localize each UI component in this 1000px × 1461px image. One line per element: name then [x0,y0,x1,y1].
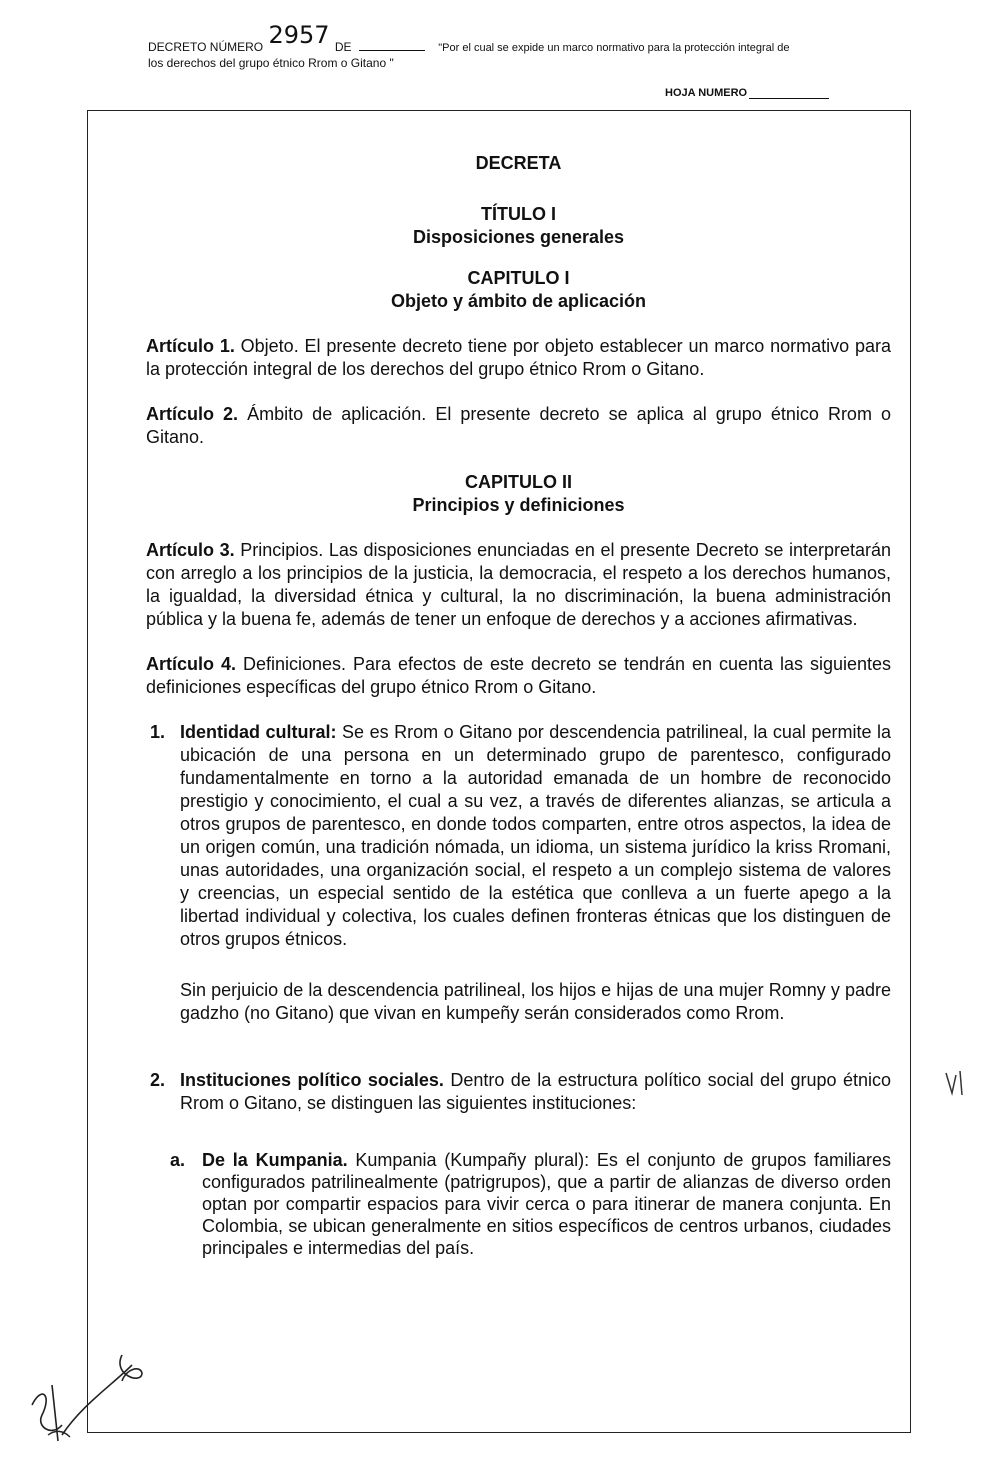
definition-item-2 [150,1069,891,1115]
titulo-name: Disposiciones generales [412,227,625,247]
article-4-label: Artículo 4. [146,654,236,674]
article-3 [146,539,891,631]
sub-item-a-paragraph [202,1149,891,1259]
de-label: DE [334,40,352,54]
item-2-paragraph [180,1069,891,1115]
decree-body [146,152,891,1259]
article-2 [146,403,891,449]
item-1-paragraph-2: Sin perjuicio de la descendencia patrilineal, los hijos e hijas de una mujer Romny y padre gadzho (no Gitano) que vivan en kumpeñy serán considerados como Rrom. [180,980,891,1023]
date-blank-line [359,50,425,51]
item-2-label: Instituciones político sociales. [180,1070,444,1090]
article-2-label: Artículo 2. [146,404,239,424]
decree-number: 2957 [268,21,330,49]
article-1-text: Objeto. El presente decreto tiene por objeto establecer un marco normativo para la protección integral de los derechos del grupo étnico Rrom o Gitano. [146,336,892,379]
item-2-number: 2. [150,1070,166,1090]
header-line-1 [148,21,908,56]
sub-item-a-letter: a. [170,1150,186,1170]
capitulo-2-name: Principios y definiciones [412,495,625,515]
page-number-field [665,87,829,99]
capitulo-1-name: Objeto y ámbito de aplicación [390,291,647,311]
article-4 [146,653,891,699]
article-4-text: Definiciones. Para efectos de este decreto se tendrán en cuenta las siguientes definiciones específicas del grupo étnico Rrom o Gitano. [146,654,891,697]
decreta-heading: DECRETA [475,153,562,173]
document-header [148,21,908,71]
decreto-label: DECRETO NÚMERO [148,40,264,54]
item-2-text: Dentro de la estructura político social del grupo étnico Rrom o Gitano, se distinguen las siguientes instituciones: [180,1070,891,1113]
article-3-text: Principios. Las disposiciones enunciadas en el presente Decreto se interpretarán con arreglo a los principios de la justicia, la democracia, el respeto a los derechos humanos, la igualdad, la diversidad étnica y cultural, la no discriminación, la buena administración pública y la buena fe, además de tener un enfoque de derechos y a acciones afirmativas. [146,540,892,629]
margin-tick-mark [940,1065,970,1105]
item-1-paragraph [180,721,891,951]
sub-item-a-label: De la Kumpania. [202,1150,348,1170]
hoja-label: HOJA NUMERO [665,87,748,99]
decree-subject-continued: los derechos del grupo étnico Rrom o Gitano " [148,56,394,70]
signature-initials [22,1345,162,1455]
capitulo-1-heading: CAPITULO I [467,268,570,288]
decree-subject: "Por el cual se expide un marco normativo para la protección integral de [438,42,790,54]
article-3-label: Artículo 3. [146,540,235,560]
item-1-number: 1. [150,722,166,742]
article-2-text: Ámbito de aplicación. El presente decreto se aplica al grupo étnico Rrom o Gitano. [146,404,891,447]
item-1-label: Identidad cultural: [180,722,337,742]
sub-item-a [170,1149,891,1259]
titulo-heading: TÍTULO I [481,204,556,224]
sub-item-a-text: Kumpania (Kumpañy plural): Es el conjunto de grupos familiares configurados patrilinealmente (patrigrupos), que a partir de alianzas de diverso orden optan por compartir espacios para vivir cerca o para itinerar de manera conjunta. En Colombia, se ubican generalmente en sitios específicos de centros urbanos, ciudades principales e intermedias del país. [202,1150,891,1258]
page-number-blank [749,98,829,99]
item-1-text: Se es Rrom o Gitano por descendencia patrilineal, la cual permite la ubicación de una persona en un determinado grupo de parentesco, configurado fundamentalmente en torno a la autoridad emanada de un hombre de reconocido prestigio y conocimiento, el cual a su vez, a través de diferentes alianzas, se articula a otros grupos de parentesco, en donde todos comparten, entre otros aspectos, la idea de un origen común, una tradición nómada, un idioma, un sistema jurídico la kriss Rromani, unas autoridades, una organización social, el respeto a un complejo sistema de valores y creencias, un especial sentido de la estética que conlleva a un fuerte apego a la libertad individual y colectiva, los cuales definen fronteras étnicas que los distinguen de otros grupos étnicos. [180,722,891,949]
article-1 [146,335,891,381]
capitulo-2-heading: CAPITULO II [465,472,572,492]
article-1-label: Artículo 1. [146,336,235,356]
definition-item-1 [150,721,891,1025]
